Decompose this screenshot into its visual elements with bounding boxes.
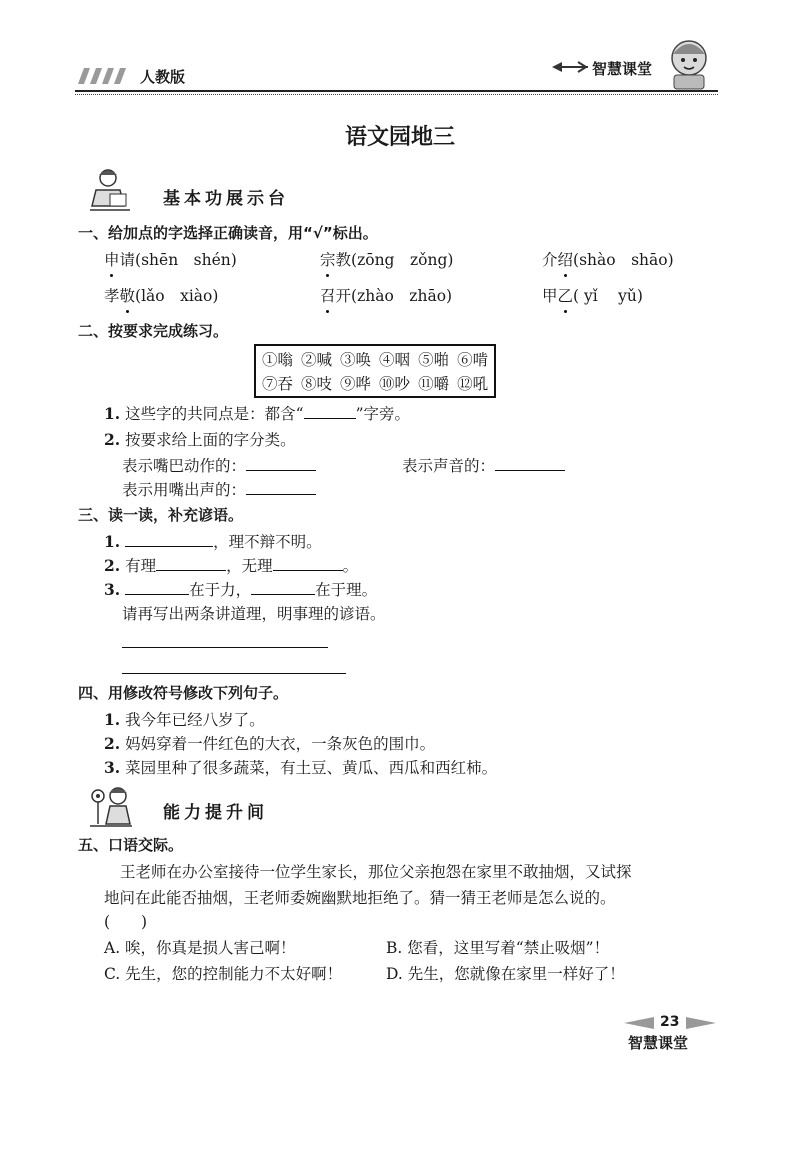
q5-paragraph-line-1: 王老师在办公室接待一位学生家长，那位父亲抱怨在家里不敢抽烟，又试探 (120, 863, 632, 881)
grid-cell: ⑪嚼 (418, 375, 450, 393)
q1-item-5: 召开(zhào zhāo) (320, 284, 452, 306)
answer-blank[interactable] (125, 580, 189, 595)
q1-item-3: 介绍(shào shāo) (542, 248, 674, 270)
q1-item-2: 宗教(zōng zǒng) (320, 248, 453, 270)
q2-category-vocal: 表示用嘴出声的： (122, 478, 316, 500)
q2-sub-1: 1. 这些字的共同点是：都含“ ”字旁。 (104, 404, 410, 423)
dotted-char: 召 (320, 284, 336, 306)
dotted-char: 申 (104, 248, 120, 270)
q1-item-6: 甲乙( yǐ yǔ) (542, 284, 643, 306)
grid-cell: ⑫吼 (457, 375, 489, 393)
pinyin-options: (zōng zǒng) (351, 251, 454, 269)
grid-cell: ⑦吞 (262, 375, 294, 393)
q3-extra-prompt: 请再写出两条讲道理，明事理的谚语。 (122, 605, 386, 623)
section-banner-ability: 能力提升间 (163, 803, 268, 823)
q5-heading: 五、口语交际。 (78, 836, 184, 854)
arrow-icon (552, 60, 590, 74)
q3-heading: 三、读一读，补充谚语。 (78, 506, 244, 524)
page-number: 23 (660, 1014, 680, 1030)
answer-blank[interactable] (273, 556, 343, 571)
flower-girl-icon (86, 782, 136, 830)
q2-category-sound: 表示声音的： (402, 454, 565, 476)
dotted-char: 乙 (558, 284, 574, 306)
grid-cell: ⑥啃 (457, 351, 489, 369)
q1-heading: 一、给加点的字选择正确读音，用“√”标出。 (78, 224, 378, 242)
answer-blank[interactable] (246, 456, 316, 471)
q2-sub-2: 2. 按要求给上面的字分类。 (104, 430, 296, 449)
pinyin-options: ( yǐ yǔ) (573, 287, 643, 305)
q2-category-mouth-action: 表示嘴巴动作的： (122, 454, 316, 476)
pinyin-options: (lǎo xiào) (135, 287, 219, 305)
header-stripes-decoration (78, 66, 136, 86)
answer-parentheses[interactable]: ( ) (104, 913, 148, 931)
answer-line[interactable] (122, 673, 346, 674)
footer-brand: 智慧课堂 (628, 1034, 689, 1052)
grid-cell: ①嗡 (262, 351, 294, 369)
header-brand: 智慧课堂 (592, 60, 653, 78)
pinyin-options: (zhào zhāo) (351, 287, 453, 305)
answer-line[interactable] (122, 647, 328, 648)
q1-item-4: 孝敬(lǎo xiào) (104, 284, 218, 306)
answer-blank[interactable] (125, 532, 213, 547)
option-b: B. 您看，这里写着“禁止吸烟”！ (386, 939, 610, 957)
header-dotted-rule (75, 94, 718, 95)
q3-sub-2: 2. 有理 ，无理 。 (104, 556, 359, 575)
q1-item-1: 申请(shēn shén) (104, 248, 237, 270)
q5-paragraph-line-2: 地问在此能否抽烟，王老师委婉幽默地拒绝了。猜一猜王老师是怎么说的。 (104, 889, 616, 907)
option-c: C. 先生，您的控制能力不太好啊！ (104, 965, 343, 983)
grid-cell: ⑩吵 (379, 375, 411, 393)
reading-student-icon (86, 166, 136, 214)
pinyin-options: (shào shāo) (573, 251, 674, 269)
grid-cell: ⑧吱 (301, 375, 333, 393)
option-d: D. 先生，您就像在家里一样好了！ (386, 965, 625, 983)
answer-blank[interactable] (246, 480, 316, 495)
grid-cell: ⑤啪 (418, 351, 450, 369)
q4-sentence-1: 1. 我今年已经八岁了。 (104, 710, 265, 729)
answer-blank[interactable] (251, 580, 315, 595)
answer-blank[interactable] (495, 456, 565, 471)
answer-blank[interactable] (156, 556, 226, 571)
q3-sub-1: 1. ，理不辩不明。 (104, 532, 322, 551)
answer-blank[interactable] (304, 404, 356, 419)
dotted-char: 绍 (558, 248, 574, 270)
edition-label: 人教版 (140, 68, 186, 86)
character-grid (254, 344, 496, 398)
dotted-char: 敬 (120, 284, 136, 306)
q4-heading: 四、用修改符号修改下列句子。 (78, 684, 289, 702)
grid-cell: ④咽 (379, 351, 411, 369)
page-title: 语文园地三 (344, 124, 455, 150)
dotted-char: 宗 (320, 248, 336, 270)
q4-sentence-2: 2. 妈妈穿着一件红色的大衣，一条灰色的围巾。 (104, 734, 436, 753)
grid-cell: ⑨哗 (340, 375, 372, 393)
header-rule (75, 90, 718, 92)
q3-sub-3: 3. 在于力， 在于理。 (104, 580, 378, 599)
q2-heading: 二、按要求完成练习。 (78, 322, 229, 340)
grid-cell: ②喊 (301, 351, 333, 369)
option-a: A. 唉，你真是损人害己啊！ (104, 939, 296, 957)
pinyin-options: (shēn shén) (135, 251, 237, 269)
section-banner-basic: 基本功展示台 (163, 189, 289, 209)
child-mascot-icon (664, 38, 714, 90)
q4-sentence-3: 3. 菜园里种了很多蔬菜，有土豆、黄瓜、西瓜和西红柿。 (104, 758, 498, 777)
grid-cell: ③唤 (340, 351, 372, 369)
